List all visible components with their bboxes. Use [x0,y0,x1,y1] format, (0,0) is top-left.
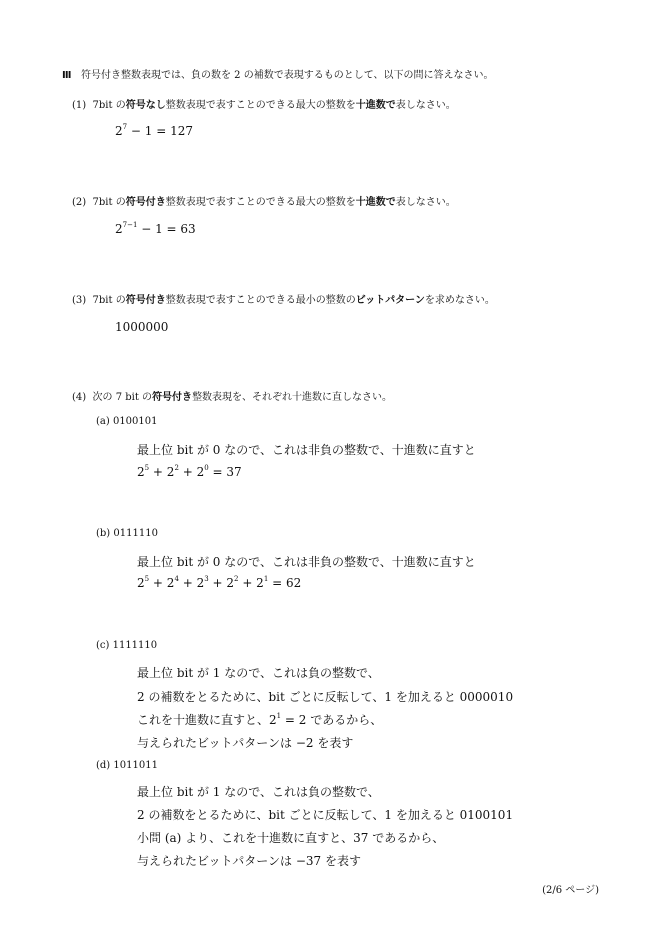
question-text: 表しなさい。 [395,100,456,111]
subquestion-c [96,640,157,651]
math-term: + 2 [208,576,235,590]
math-term: = 37 [208,465,242,479]
math-term: + 2 [178,576,205,590]
question-text: 整数表現を、それぞれ十進数に直しなさい。 [192,392,393,403]
question-text: を求めなさい。 [424,295,495,306]
question-text: 整数表現で表すことのできる最小の整数の [165,295,356,306]
math-term: 2 [137,576,145,590]
math-rest: − 1 = 127 [127,124,194,138]
math-exponent: 7−1 [122,221,138,229]
answer-d-line3: 小問 (a) より、これを十進数に直すと、37 であるから、 [137,831,445,845]
question-emphasis: 十進数で [355,197,396,208]
section-number: Ⅲ [62,70,72,81]
math-rest: − 1 = 63 [137,222,196,236]
question-text: 整数表現で表すことのできる最大の整数を [165,100,356,111]
math-term: + 2 [238,576,264,590]
answer-c-line2: 2 の補数をとるために、bit ごとに反転して、1 を加えると 0000010 [137,690,514,704]
question-text: 次の 7 bit の [92,392,153,403]
subquestion-b [96,528,158,539]
math-base: 2 [115,222,123,236]
answer-d-line2: 2 の補数をとるために、bit ごとに反転して、1 を加えると 0100101 [137,808,514,822]
question-text: 整数表現で表すことのできる最大の整数を [165,197,356,208]
subquestion-label: (b) [96,528,111,539]
answer-c-line4: 与えられたビットパターンは −2 を表す [137,736,354,750]
question-emphasis: 十進数で [355,100,396,111]
answer-a-equation [137,465,242,479]
question-number: (3) [72,295,87,306]
question-number: (2) [72,197,87,208]
math-base: 2 [115,124,123,138]
question-1 [72,96,456,111]
question-text: 7bit の [92,100,126,111]
question-number: (1) [72,100,87,111]
subquestion-label: (c) [96,640,110,651]
math-exponent: 2 [174,464,179,472]
math-exponent: 4 [174,575,179,583]
section-header [62,66,494,81]
question-emphasis: 符号なし [125,100,166,111]
math-exponent: 2 [234,575,239,583]
page-number: (2/6 ページ) [542,885,599,896]
question-4 [72,388,392,403]
bit-pattern: 1011011 [113,760,158,771]
subquestion-label: (d) [96,760,111,771]
answer-2 [115,222,196,236]
math-term: = 62 [268,576,302,590]
subquestion-a [96,416,158,427]
section-intro: 符号付き整数表現では、負の数を 2 の補数で表現するものとして、以下の問に答えなさい。 [81,70,494,81]
question-number: (4) [72,392,87,403]
question-text: 7bit の [92,197,126,208]
math-exponent: 7 [122,123,128,131]
answer-a-line1: 最上位 bit が 0 なので、これは非負の整数で、十進数に直すと [137,443,476,457]
math-exponent: 1 [276,712,282,720]
question-text: 7bit の [92,295,126,306]
bit-pattern: 0111110 [113,528,158,539]
answer-1 [115,124,193,138]
math-term: 2 [137,465,145,479]
question-emphasis: ビットパターン [355,295,425,306]
subquestion-d [96,760,158,771]
math-exponent: 5 [144,464,150,472]
answer-c-line1: 最上位 bit が 1 なので、これは負の整数で、 [137,666,380,680]
math-term: + 2 [149,465,175,479]
bit-pattern: 1111110 [112,640,158,651]
answer-c-line3 [137,711,382,728]
answer-text: これを十進数に直すと、2 [137,713,277,727]
answer-d-line1: 最上位 bit が 1 なので、これは負の整数で、 [137,785,380,799]
question-emphasis: 符号付き [152,392,193,403]
answer-b-equation [137,576,301,590]
math-term: + 2 [149,576,175,590]
subquestion-label: (a) [96,416,110,427]
answer-b-line1: 最上位 bit が 0 なので、これは非負の整数で、十進数に直すと [137,555,476,569]
question-emphasis: 符号付き [125,197,166,208]
answer-text: = 2 であるから、 [281,713,383,727]
bit-pattern: 0100101 [112,416,158,427]
math-exponent: 3 [204,575,209,583]
math-exponent: 1 [263,575,269,583]
answer-3: 1000000 [115,320,169,334]
question-3 [72,291,495,306]
question-text: 表しなさい。 [395,197,456,208]
question-2 [72,193,456,208]
question-emphasis: 符号付き [125,295,166,306]
answer-d-line4: 与えられたビットパターンは −37 を表す [137,854,361,868]
math-exponent: 0 [204,464,209,472]
math-exponent: 5 [144,575,150,583]
math-term: + 2 [178,465,205,479]
